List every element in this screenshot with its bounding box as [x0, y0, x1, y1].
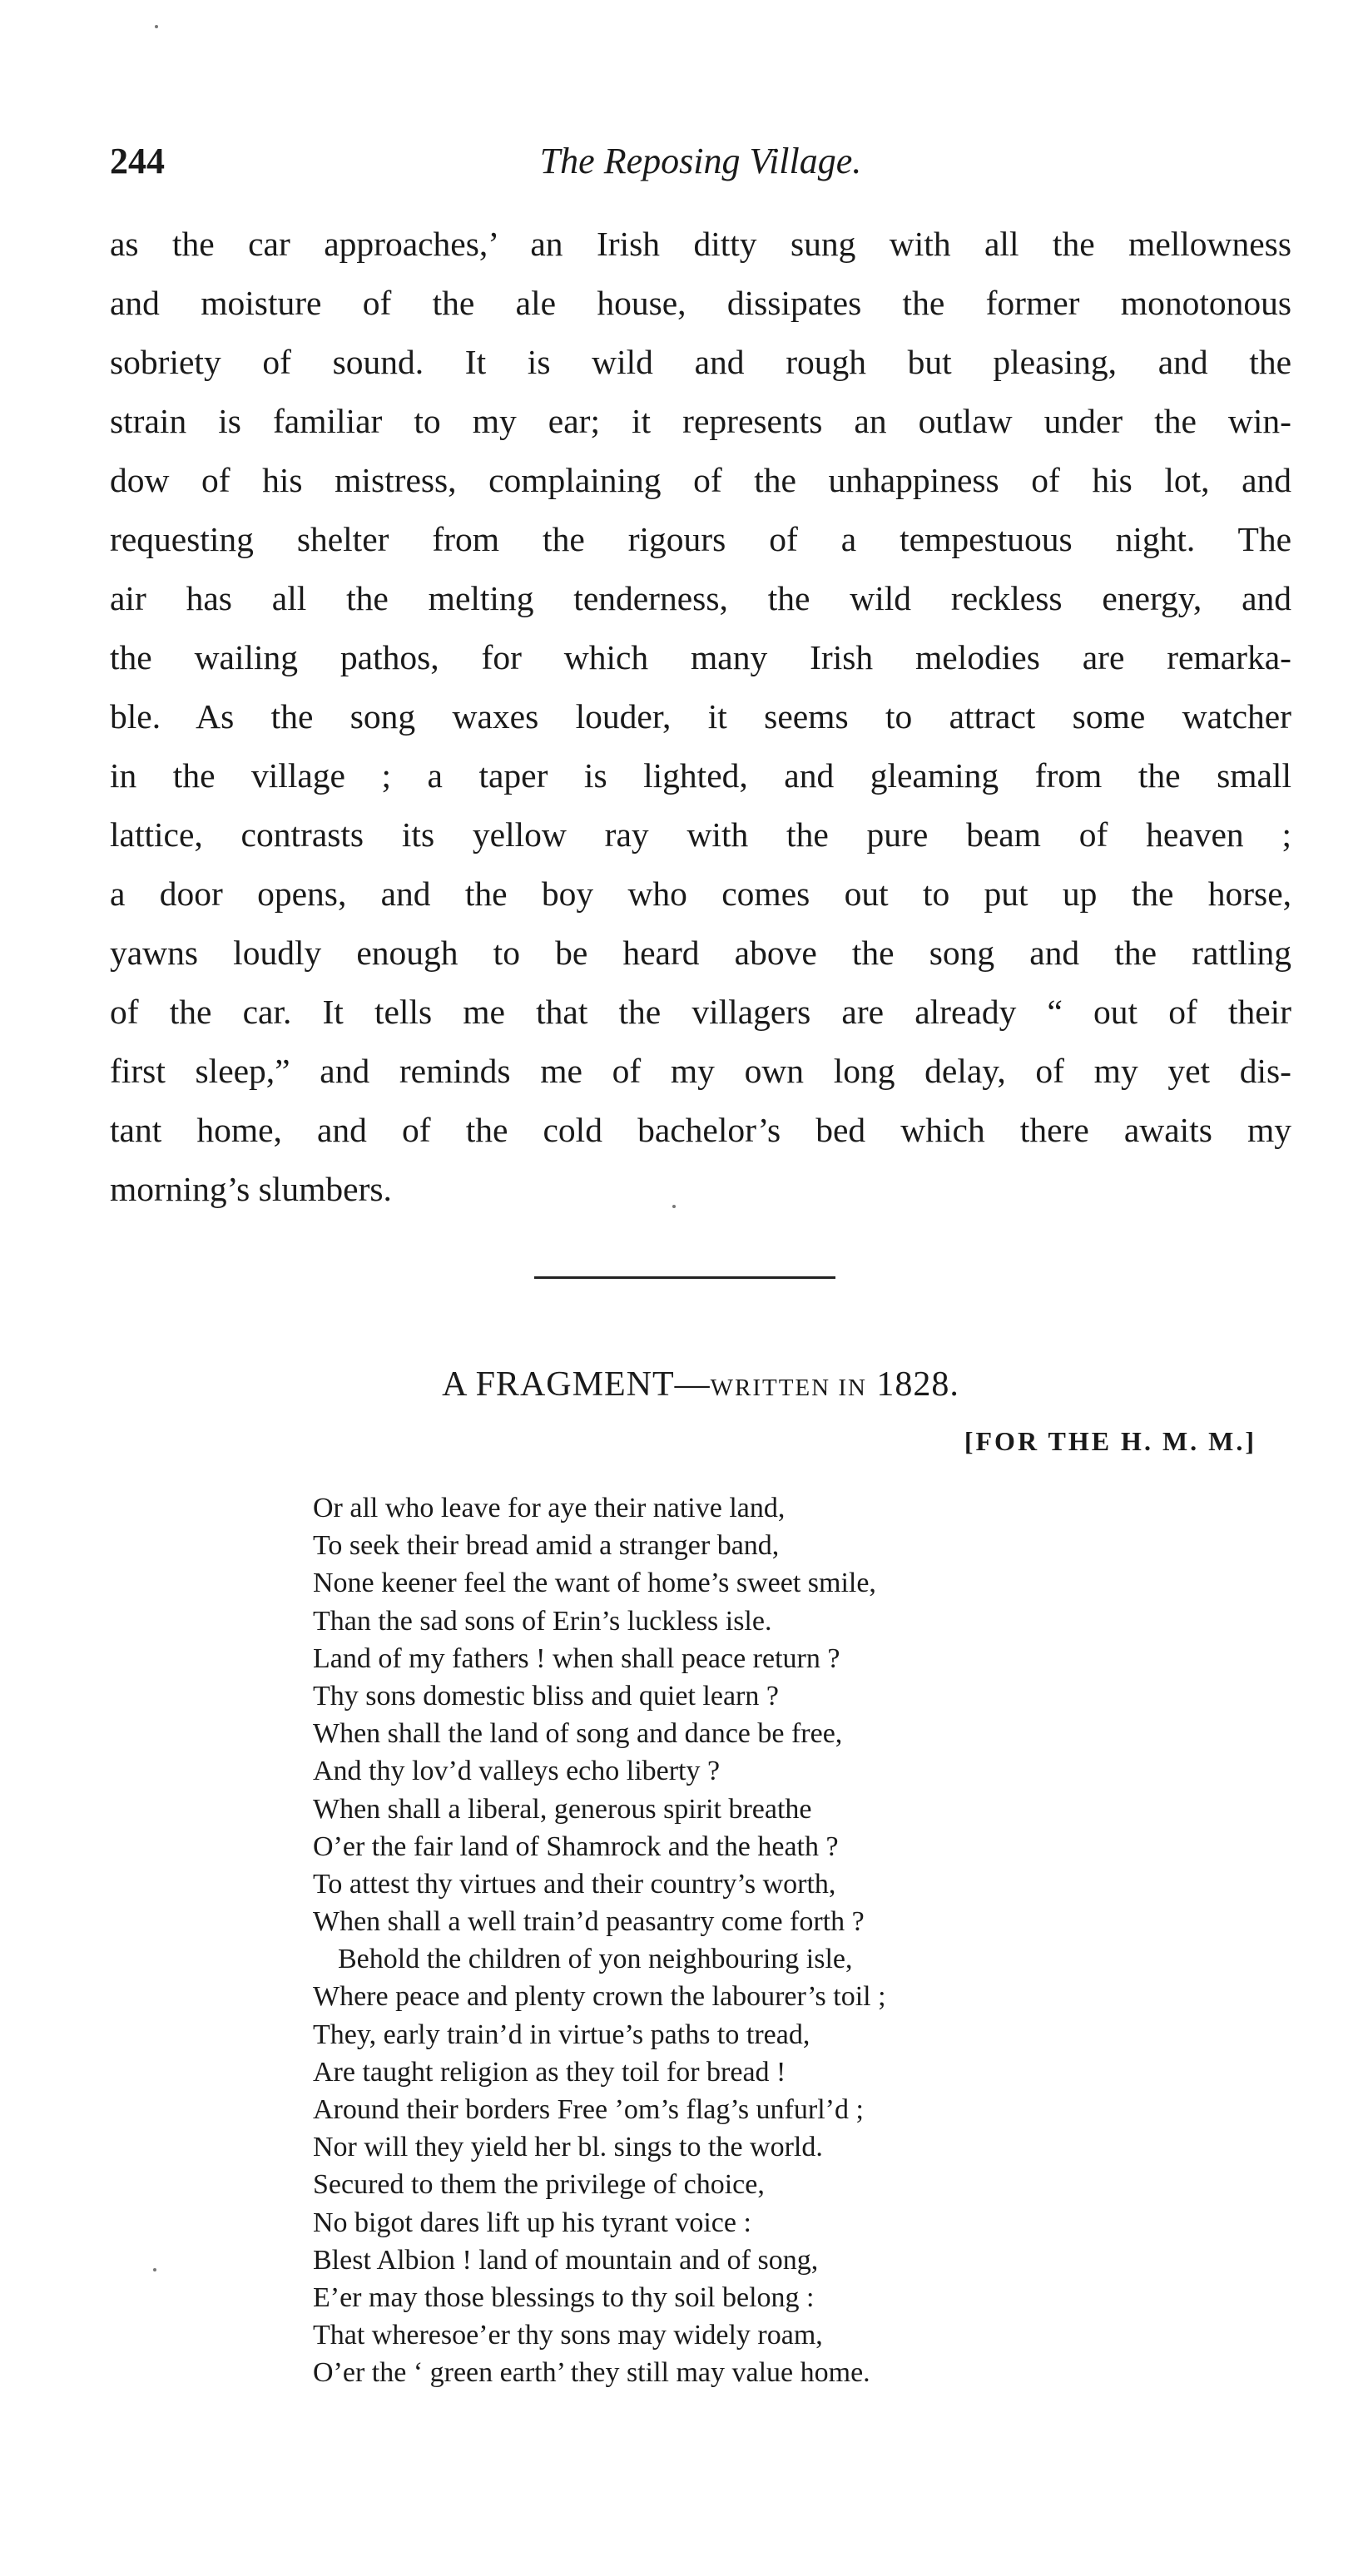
- poem-line: Than the sad sons of Erin’s luckless isle.: [313, 1605, 772, 1637]
- running-title: The Reposing Village.: [539, 141, 862, 181]
- paper-speck: [155, 25, 158, 28]
- poem-line: Thy sons domestic bliss and quiet learn ?: [313, 1680, 779, 1712]
- poem-line: To attest thy virtues and their country’s worth,: [313, 1868, 836, 1900]
- prose-line: a door opens, and the boy who comes out to put up the horse,: [110, 874, 1291, 913]
- poem-line: And thy lov’d valleys echo liberty ?: [313, 1756, 721, 1787]
- poem-line: Where peace and plenty crown the labourer’s toil ;: [313, 1981, 886, 2013]
- poem-line: Are taught religion as they toil for bread !: [313, 2056, 786, 2088]
- poem-title-subtitle: WRITTEN IN: [710, 1375, 867, 1401]
- prose-line: dow of his mistress, complaining of the unhappiness of his lot, and: [110, 461, 1291, 499]
- poem-body: [313, 1489, 1103, 2392]
- paper-speck: [672, 1205, 676, 1208]
- poem-line: O’er the ‘ green earth’ they still may value home.: [313, 2357, 870, 2389]
- paper-speck: [153, 2268, 156, 2271]
- prose-line: ble. As the song waxes louder, it seems to attract some watcher: [110, 697, 1291, 736]
- poem-line: No bigot dares lift up his tyrant voice :: [313, 2207, 751, 2238]
- poem-line: When shall a liberal, generous spirit breathe: [313, 1793, 812, 1825]
- poem-line: Land of my fathers ! when shall peace return ?: [313, 1642, 840, 1674]
- prose-line: tant home, and of the cold bachelor’s bed which there awaits my: [110, 1111, 1291, 1149]
- prose-line: in the village ; a taper is lighted, and gleaming from the small: [110, 756, 1291, 795]
- poem-line: O’er the fair land of Shamrock and the heath ?: [313, 1830, 839, 1862]
- poem-line: Secured to them the privilege of choice,: [313, 2169, 765, 2201]
- poem-title-dash: —: [674, 1365, 711, 1404]
- poem-line: Behold the children of yon neighbouring isle,: [338, 1944, 853, 1975]
- prose-line: the wailing pathos, for which many Irish melodies are remarka-: [110, 638, 1291, 676]
- prose-paragraph: [110, 215, 1291, 1219]
- page-header: [110, 140, 1291, 190]
- prose-line: morning’s slumbers.: [110, 1170, 392, 1208]
- prose-line: and moisture of the ale house, dissipates the former monotonous: [110, 284, 1291, 322]
- poem-title-year: 1828.: [876, 1365, 959, 1404]
- poem-title: [110, 1365, 1291, 1404]
- poem-line: That wheresoe’er thy sons may widely roam,: [313, 2320, 823, 2351]
- poem-line: Blest Albion ! land of mountain and of song,: [313, 2244, 819, 2276]
- prose-line: of the car. It tells me that the villagers are already “ out of their: [110, 993, 1291, 1031]
- prose-line: as the car approaches,’ an Irish ditty sung with all the mellowness: [110, 225, 1291, 263]
- poem-line: Nor will they yield her bl. sings to the world.: [313, 2132, 823, 2163]
- prose-line: sobriety of sound. It is wild and rough but pleasing, and the: [110, 343, 1291, 381]
- prose-line: requesting shelter from the rigours of a tempestuous night. The: [110, 520, 1291, 558]
- poem-attribution: [FOR THE H. M. M.]: [964, 1426, 1256, 1456]
- poem-line: To seek their bread amid a stranger band,: [313, 1530, 780, 1562]
- page-number: 244: [110, 141, 165, 181]
- poem-line: They, early train’d in virtue’s paths to tread,: [313, 2019, 810, 2050]
- section-divider: [534, 1275, 835, 1281]
- prose-line: strain is familiar to my ear; it represents an outlaw under the win-: [110, 402, 1291, 440]
- prose-line: air has all the melting tenderness, the wild reckless energy, and: [110, 579, 1291, 617]
- poem-line: Around their borders Free ’om’s flag’s unfurl’d ;: [313, 2094, 864, 2125]
- prose-line: yawns loudly enough to be heard above the song and the rattling: [110, 934, 1291, 972]
- prose-line: first sleep,” and reminds me of my own long delay, of my yet dis-: [110, 1052, 1291, 1090]
- poem-line: Or all who leave for aye their native land,: [313, 1493, 786, 1523]
- prose-line: lattice, contrasts its yellow ray with the pure beam of heaven ;: [110, 815, 1291, 854]
- poem-title-main: A FRAGMENT: [442, 1365, 675, 1404]
- poem-line: None keener feel the want of home’s sweet smile,: [313, 1568, 876, 1599]
- divider-rule: [534, 1276, 835, 1279]
- poem-line: When shall a well train’d peasantry come forth ?: [313, 1906, 865, 1938]
- poem-line: E’er may those blessings to thy soil belong :: [313, 2281, 815, 2313]
- poem-line: When shall the land of song and dance be free,: [313, 1718, 843, 1750]
